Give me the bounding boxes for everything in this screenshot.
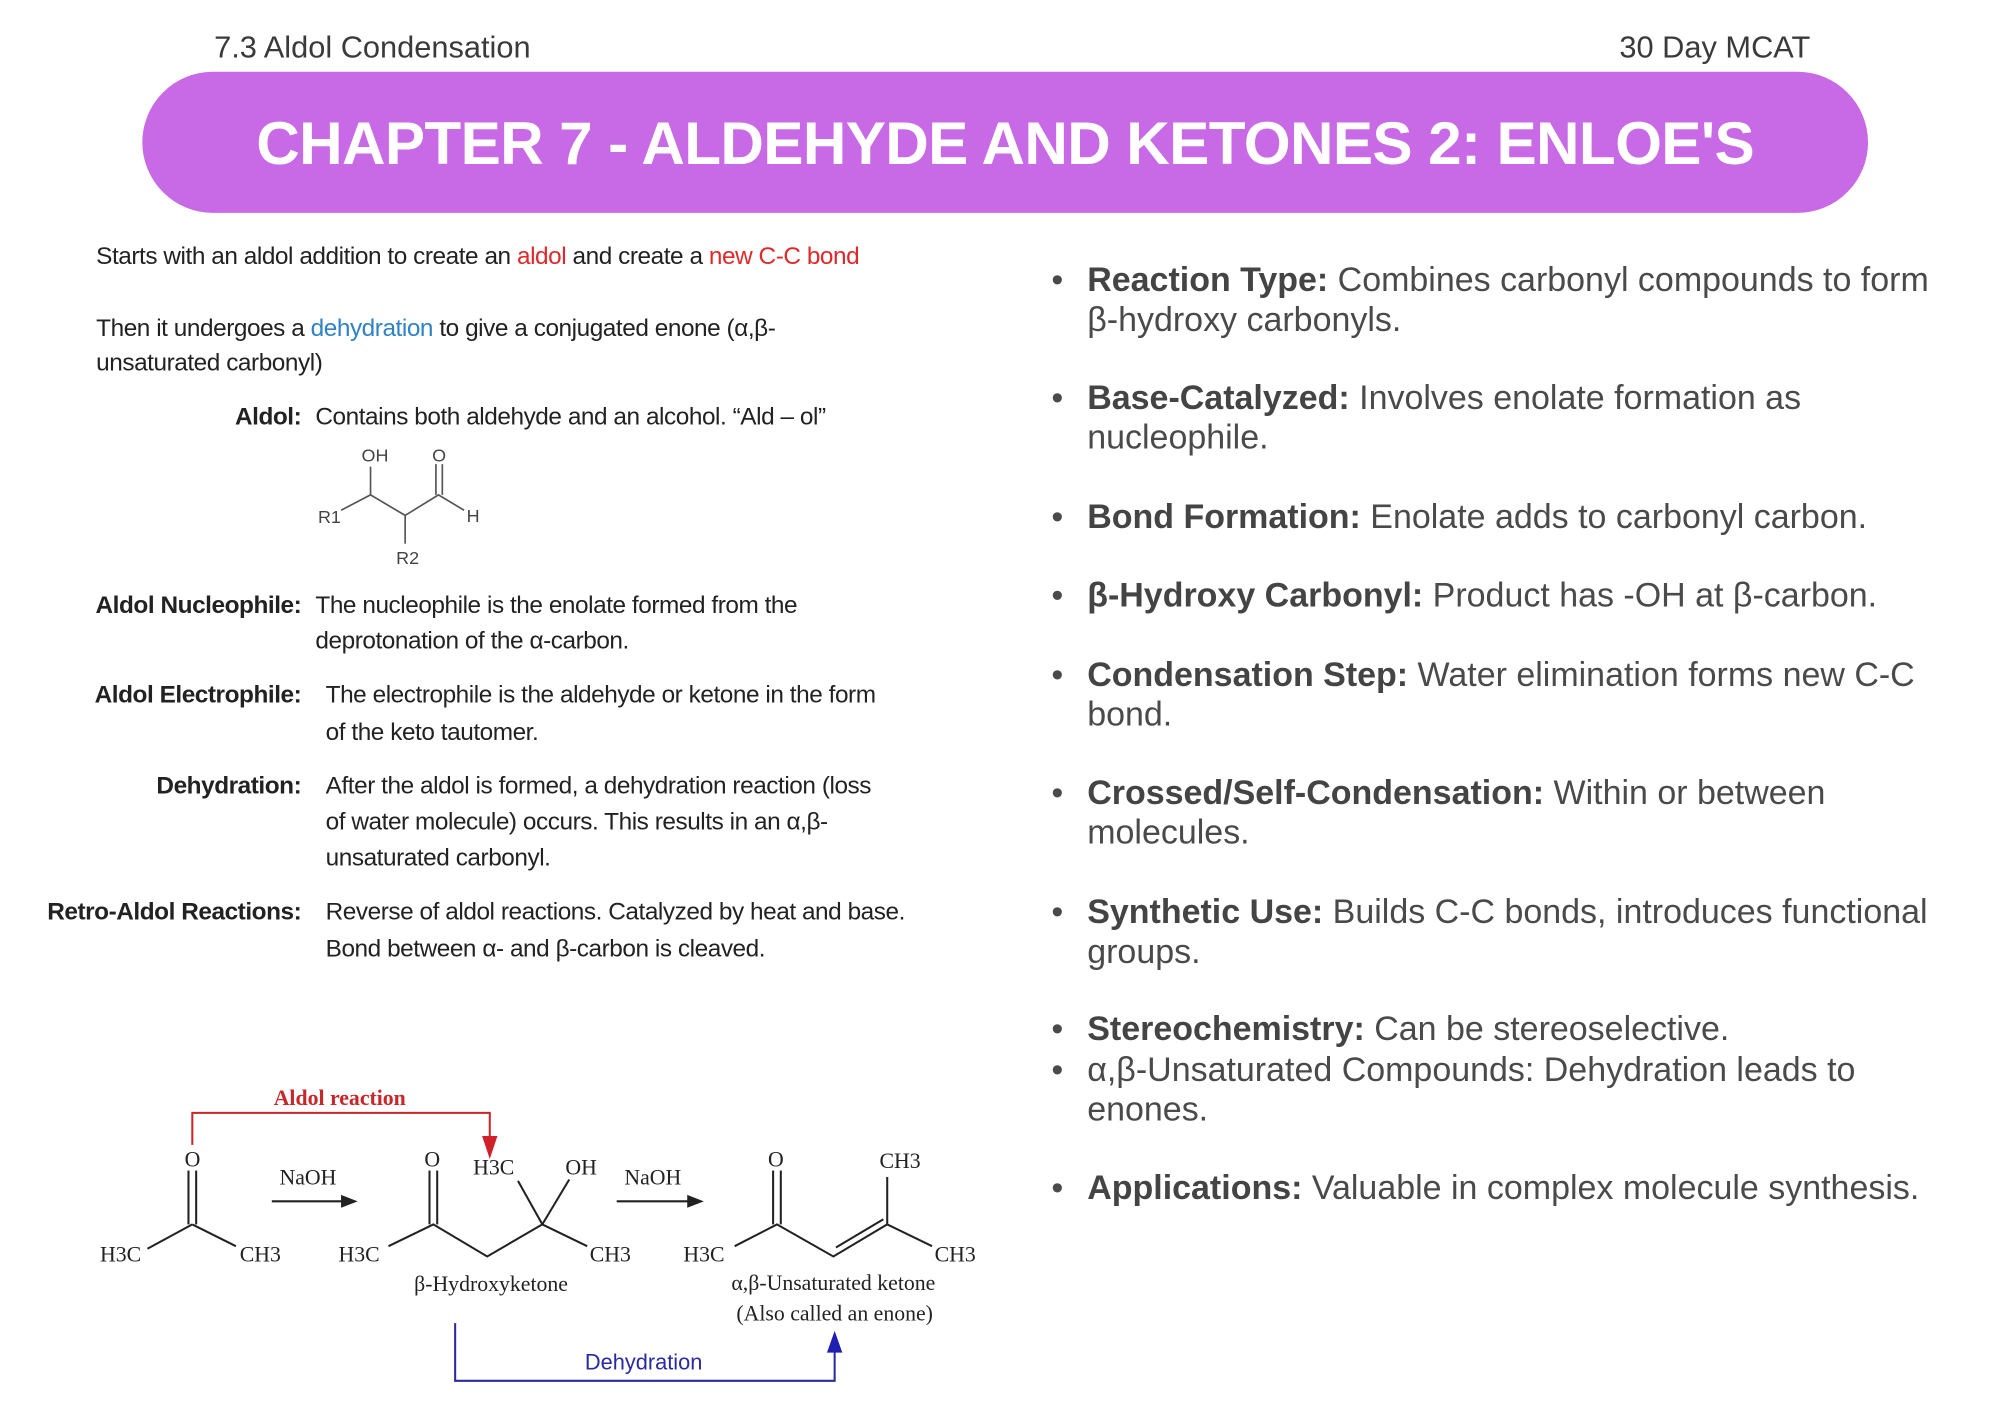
intro-line-3: unsaturated carbonyl) [96, 350, 323, 377]
bullet-text [1087, 576, 1959, 616]
bullet-dot-icon: • [1051, 655, 1064, 694]
product2-ch3: CH3 [934, 1242, 976, 1267]
def-retro-1: Reverse of aldol reactions. Catalyzed by heat and base. [325, 898, 905, 926]
product1-h3c: H3C [338, 1242, 380, 1267]
def-electrophile-1: The electrophile is the aldehyde or ketone in the form [325, 682, 876, 710]
def-dehydration-1: After the aldol is formed, a dehydration reaction (loss [325, 773, 872, 801]
def-dehydration-2: of water molecule) occurs. This results in an α,β- [325, 809, 828, 836]
bullet-term: Synthetic Use: [1087, 892, 1324, 931]
acetone-ch3: CH3 [239, 1242, 281, 1267]
bullet-term: Reaction Type: [1087, 260, 1329, 299]
bullet-text [1087, 773, 1959, 852]
product1-oh: OH [565, 1155, 597, 1180]
bullet-text [1087, 378, 1959, 457]
bullet-text [1087, 1168, 1959, 1208]
bullet-term: Base-Catalyzed: [1087, 378, 1350, 417]
def-electrophile-2: of the keto tautomer. [325, 719, 539, 747]
arrow-right-icon [687, 1195, 704, 1208]
r2-label: R2 [396, 548, 420, 569]
intro-text: and create a [566, 243, 709, 271]
intro-text: Starts with an aldol addition to create an [96, 243, 517, 271]
bullet-description: α,β-Unsaturated Compounds: Dehydration leads to enones. [1087, 1050, 1856, 1129]
product1-o: O [424, 1147, 441, 1172]
def-retro-2: Bond between α- and β-carbon is cleaved. [325, 935, 766, 963]
term-electrophile: Aldol Electrophile: [94, 682, 302, 710]
section-label: 7.3 Aldol Condensation [214, 30, 531, 66]
bullet-text [1087, 1009, 1959, 1049]
dehydration-arrowhead-icon [827, 1331, 842, 1353]
product1-ch3: CH3 [589, 1242, 631, 1267]
def-aldol: Contains both aldehyde and an alcohol. “Ald – ol” [315, 403, 826, 431]
term-dehydration: Dehydration: [156, 773, 302, 801]
bullet-term: Bond Formation: [1087, 497, 1361, 536]
product2-name: α,β-Unsaturated ketone [731, 1270, 936, 1295]
arrow-right-icon [341, 1195, 358, 1208]
bullet-description: Can be stereoselective. [1364, 1009, 1730, 1048]
product1-name: β-Hydroxyketone [414, 1272, 568, 1297]
term-nucleophile: Aldol Nucleophile: [95, 592, 302, 620]
bullet-text [1087, 1050, 1959, 1129]
bullet-dot-icon: • [1051, 773, 1064, 812]
reagent-naoh-1: NaOH [279, 1165, 337, 1190]
oh-label: OH [361, 445, 389, 466]
brand-label: 30 Day MCAT [1619, 30, 1811, 66]
bullet-term: Applications: [1087, 1167, 1303, 1207]
product2-note: (Also called an enone) [736, 1301, 933, 1326]
intro-text: to give a conjugated enone (α,β- [433, 315, 776, 343]
bullet-dot-icon: • [1051, 892, 1064, 931]
def-nucleophile-2: deprotonation of the α-carbon. [315, 628, 629, 656]
bullet-text [1087, 260, 1959, 339]
highlight-aldol: aldol [516, 243, 567, 271]
bullet-description: Within or between molecules. [1087, 773, 1826, 852]
bullet-dot-icon: • [1051, 1050, 1064, 1089]
def-nucleophile-1: The nucleophile is the enolate formed from the [315, 592, 798, 620]
aldol-reaction-label: Aldol reaction [273, 1086, 406, 1111]
chapter-title: CHAPTER 7 - ALDEHYDE AND KETONES 2: ENLOE'S [256, 108, 1755, 177]
reagent-naoh-2: NaOH [624, 1165, 682, 1190]
bullet-description: Valuable in complex molecule synthesis. [1302, 1167, 1920, 1207]
aldol-scheme [100, 1086, 976, 1381]
product2-o: O [767, 1147, 784, 1172]
o-label: O [432, 445, 447, 466]
bullet-description: Water elimination forms new C-C bond. [1087, 655, 1915, 734]
bullet-dot-icon: • [1051, 1009, 1064, 1048]
product2-ch3-top: CH3 [879, 1148, 921, 1173]
highlight-dehydration: dehydration [310, 315, 434, 343]
bullet-description: Builds C-C bonds, introduces functional groups. [1087, 892, 1928, 971]
product2-h3c: H3C [683, 1242, 725, 1267]
r1-label: R1 [317, 507, 341, 528]
bullet-term: β-Hydroxy Carbonyl: [1087, 575, 1424, 615]
term-aldol: Aldol: [234, 403, 302, 431]
bullet-text [1087, 497, 1959, 537]
bullet-term: Stereochemistry: [1087, 1009, 1365, 1048]
bullet-dot-icon: • [1051, 497, 1064, 536]
bullet-description: Involves enolate formation as nucleophile. [1087, 378, 1802, 457]
product1-h3c-top: H3C [473, 1155, 515, 1180]
bullet-description: Product has -OH at β-carbon. [1423, 575, 1878, 615]
bullet-term: Crossed/Self-Condensation: [1087, 773, 1545, 812]
bullet-description: Enolate adds to carbonyl carbon. [1360, 497, 1868, 536]
bullet-description: Combines carbonyl compounds to form β-hydroxy carbonyls. [1087, 260, 1929, 339]
bullet-dot-icon: • [1051, 575, 1064, 615]
term-retro-aldol: Retro-Aldol Reactions: [47, 898, 302, 926]
aldol-structure [318, 446, 480, 569]
highlight-new-bond: new C-C bond [708, 243, 860, 271]
aldol-bracket [192, 1113, 489, 1145]
bullet-dot-icon: • [1051, 378, 1064, 417]
acetone-h3c: H3C [100, 1242, 142, 1267]
bullet-text [1087, 892, 1959, 971]
bullet-dot-icon: • [1051, 260, 1064, 299]
intro-text: Then it undergoes a [96, 315, 311, 343]
def-dehydration-3: unsaturated carbonyl. [325, 844, 551, 872]
bullet-dot-icon: • [1051, 1167, 1064, 1207]
bullet-term: Condensation Step: [1087, 655, 1409, 694]
bullet-text [1087, 655, 1959, 734]
acetone-o: O [184, 1147, 201, 1172]
dehydration-label: Dehydration [584, 1349, 703, 1375]
h-label: H [466, 505, 480, 526]
